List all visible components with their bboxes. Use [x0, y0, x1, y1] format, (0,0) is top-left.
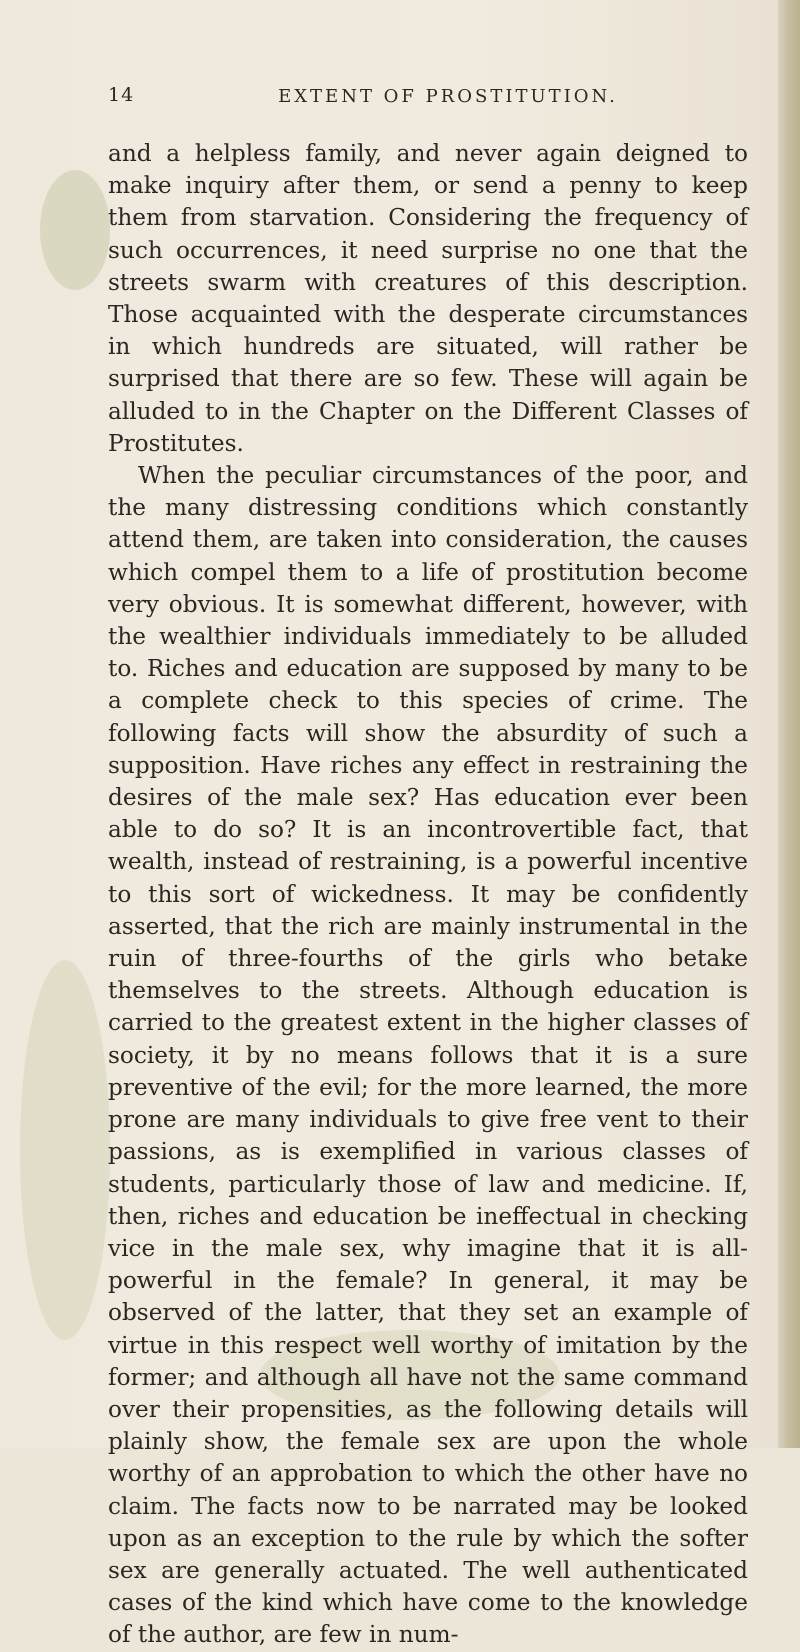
body-text — [108, 138, 748, 1652]
running-head: EXTENT OF PROSTITUTION. — [278, 86, 618, 107]
paragraph-2: When the peculiar circumstances of the poor, and the many distressing conditions which constantly attend them, are taken into consideration, the causes which compel them to a life of prostitution become very obvious. It is somewhat different, however, with the wealthier individuals immediately to be alluded to. Riches and education are supposed by many to be a complete check to this species of crime. The following facts will show the absurdity of such a supposition. Have riches any effect in restraining the desires of the male sex? Has education ever been able to do so? It is an incontrovertible fact, that wealth, instead of restraining, is a powerful incentive to this sort of wickedness. It may be confidently asserted, that the rich are mainly instrumental in the ruin of three-fourths of the girls who betake themselves to the streets. Although education is carried to the greatest extent in the higher classes of society, it by no means follows that it is a sure preventive of the evil; for the more learned, the more prone are many individuals to give free vent to their passions, as is exemplified in various classes of students, particularly those of law and medicine. If, then, riches and education be ineffectual in checking vice in the male sex, why imagine that it is all-powerful in the female? In general, it may be observed of the latter, that they set an example of virtue in this respect well worthy of imitation by the former; and although all have not the same command over their propensities, as the following details will plainly show, the female sex are upon the whole worthy of an approbation to which the other have no claim. The facts now to be narrated may be looked upon as an exception to the rule by which the softer sex are generally actuated. The well authenticated cases of the kind which have come to the knowledge of the author, are few in num- — [108, 462, 748, 1649]
page-stain — [40, 170, 110, 290]
page-header — [108, 84, 748, 114]
page-number: 14 — [108, 84, 135, 106]
page-stain — [20, 960, 110, 1340]
paragraph-1: and a helpless family, and never again deigned to make inquiry after them, or send a penny to keep them from starvation. Considering the frequency of such occurrences, it need surprise no one that the streets swarm with creatures of this description. Those acquainted with the desperate circumstances in which hundreds are situated, will rather be surprised that there are so few. These will again be alluded to in the Chapter on the Different Classes of Prostitutes. — [108, 140, 748, 457]
page-edge — [778, 0, 800, 1448]
